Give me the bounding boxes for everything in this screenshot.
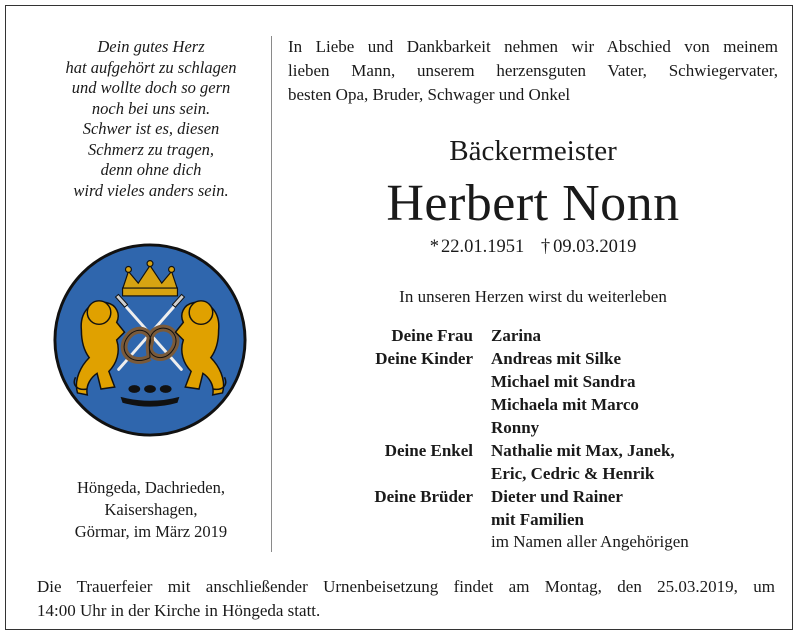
- life-dates: [288, 235, 778, 259]
- poem-line: Dein gutes Herz: [97, 37, 205, 56]
- family-member: mit Familien: [491, 510, 585, 529]
- poem-line: hat aufgehört zu schlagen: [65, 57, 237, 77]
- obituary-frame: [5, 5, 793, 630]
- family-member: Eric, Cedric & Henrik: [491, 464, 655, 483]
- family-member: Michael mit Sandra: [491, 372, 636, 391]
- place-line: Görmar, im März 2019: [74, 522, 228, 541]
- poem-line: wird vieles anders sein.: [73, 180, 229, 200]
- poem-line: denn ohne dich: [100, 160, 202, 179]
- family-members: [491, 347, 639, 439]
- family-member: Zarina: [491, 326, 542, 345]
- family-member: Andreas mit Silke: [491, 349, 622, 368]
- poem-line: Schmerz zu tragen,: [87, 139, 215, 159]
- death-symbol: †: [540, 237, 551, 257]
- memorial-poem: [36, 37, 266, 201]
- intro-text: [288, 35, 778, 107]
- poem-line: noch bei uns sein.: [91, 98, 211, 118]
- family-member: Michaela mit Marco: [491, 395, 639, 414]
- family-members: [491, 439, 675, 485]
- funeral-notice: [37, 575, 775, 623]
- intro-line: lieben Mann, unserem herzensguten Vater, Schwiegervater,: [288, 61, 778, 80]
- column-divider: [271, 36, 272, 552]
- deceased-profession: Bäckermeister: [449, 135, 617, 167]
- birth-symbol: *: [429, 237, 439, 257]
- death-date: 09.03.2019: [553, 237, 637, 257]
- intro-line: In Liebe und Dankbarkeit nehmen wir Abschied von meinem: [288, 37, 778, 56]
- family-label: Deine Brüder: [374, 487, 473, 506]
- family-member: Dieter und Rainer: [491, 487, 623, 506]
- family-members: [491, 324, 541, 347]
- birth-date: 22.01.1951: [440, 237, 525, 257]
- family-label: Deine Kinder: [375, 349, 473, 368]
- death-date-group: [541, 237, 637, 257]
- family-members: [491, 485, 623, 531]
- place-line: Höngeda, Dachrieden,: [77, 478, 225, 497]
- places-and-date: [36, 477, 266, 543]
- memorial-motto: In unseren Herzen wirst du weiterleben: [399, 287, 667, 306]
- birth-date-group: [430, 237, 525, 257]
- deceased-name: Herbert Nonn: [386, 175, 680, 232]
- poem-line: und wollte doch so gern: [71, 78, 231, 97]
- poem-line: Schwer ist es, diesen: [82, 119, 220, 138]
- place-line: Kaisershagen,: [104, 500, 198, 519]
- funeral-line: Die Trauerfeier mit anschließender Urnenbeisetzung findet am Montag, den 25.03.2019, um: [37, 577, 775, 596]
- funeral-line: 14:00 Uhr in der Kirche in Höngeda statt.: [37, 601, 321, 620]
- family-label: Deine Frau: [391, 326, 473, 345]
- family-member: Ronny: [491, 418, 540, 437]
- intro-line: besten Opa, Bruder, Schwager und Onkel: [288, 85, 571, 104]
- baker-guild-emblem-icon: [52, 242, 248, 438]
- family-label: Deine Enkel: [384, 441, 473, 460]
- signoff-text: im Namen aller Angehörigen: [491, 532, 689, 551]
- family-member: Nathalie mit Max, Janek,: [491, 441, 675, 460]
